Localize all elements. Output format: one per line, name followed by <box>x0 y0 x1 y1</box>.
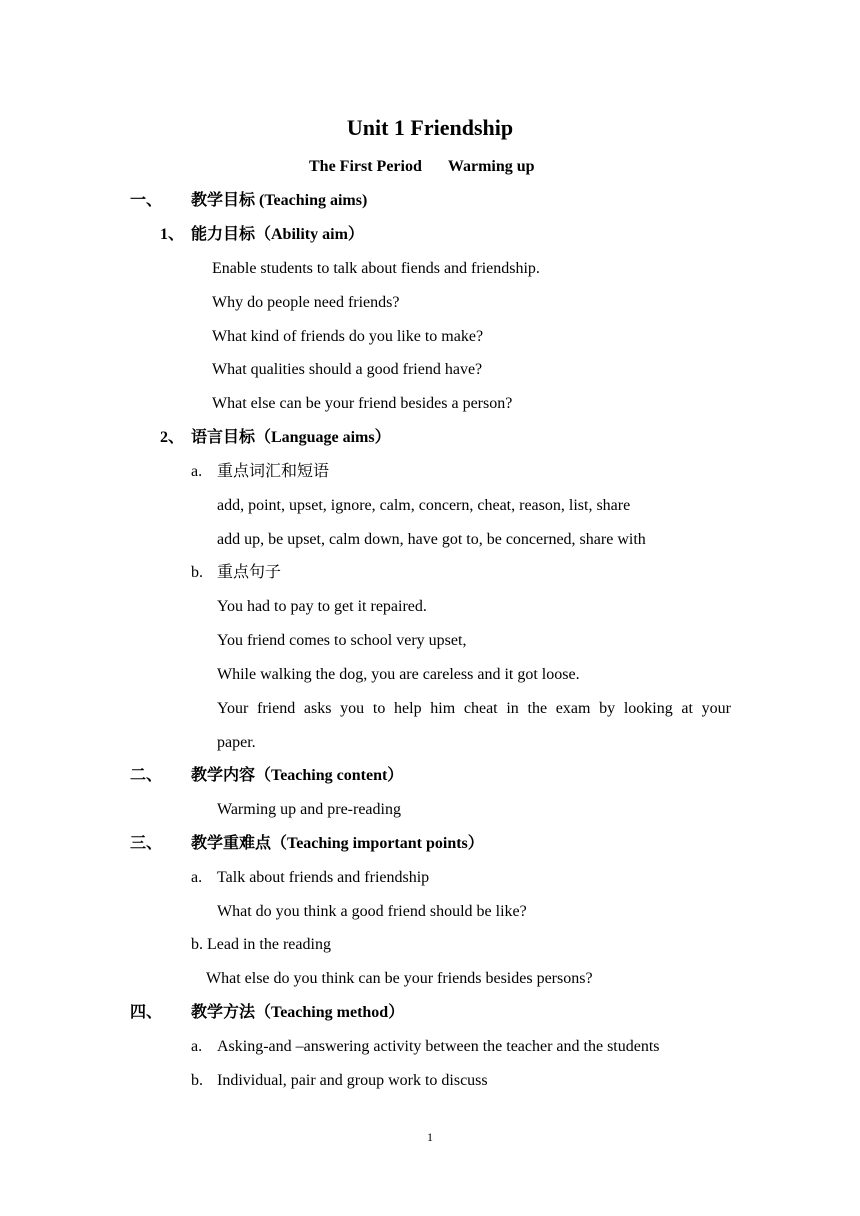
section-3-heading: 教学重难点（Teaching important points） <box>191 835 484 852</box>
ability-line: Why do people need friends? <box>212 294 400 311</box>
section-4-number: 四、 <box>130 1004 163 1021</box>
section-3-number: 三、 <box>130 835 163 852</box>
vocab-line: add, point, upset, ignore, calm, concern, cheat, reason, list, share <box>217 497 631 514</box>
page-number: 1 <box>427 1130 433 1144</box>
sentence-marker: b. <box>191 564 203 581</box>
language-number: 2、 <box>160 429 185 446</box>
ability-heading: 能力目标（Ability aim） <box>191 226 364 243</box>
period-label: The First Period <box>309 158 422 175</box>
section-2-heading: 教学内容（Teaching content） <box>191 767 404 784</box>
vocab-label: 重点词汇和短语 <box>217 463 330 480</box>
point-a-subline: What do you think a good friend should be like? <box>217 903 527 920</box>
language-heading: 语言目标（Language aims） <box>191 429 391 446</box>
point-b-text: b. Lead in the reading <box>191 936 331 953</box>
method-b-marker: b. <box>191 1072 203 1089</box>
ability-number: 1、 <box>160 226 185 243</box>
sentence-line: paper. <box>217 734 256 751</box>
section-2-number: 二、 <box>130 767 163 784</box>
point-a-text: Talk about friends and friendship <box>217 869 430 886</box>
sentence-line: You friend comes to school very upset, <box>217 632 467 649</box>
sentence-line: While walking the dog, you are careless and it got loose. <box>217 666 580 683</box>
point-b-subline: What else do you think can be your friends besides persons? <box>206 970 593 987</box>
method-b-text: Individual, pair and group work to discuss <box>217 1072 488 1089</box>
content-line: Warming up and pre-reading <box>217 801 401 818</box>
point-a-marker: a. <box>191 869 203 886</box>
ability-line: Enable students to talk about fiends and friendship. <box>212 260 540 277</box>
period-subtitle <box>309 157 535 177</box>
ability-line: What kind of friends do you like to make? <box>212 328 484 345</box>
sentence-line-justified: Your friend asks you to help him cheat in the exam by looking at your <box>217 700 731 717</box>
section-1-heading: 教学目标 (Teaching aims) <box>191 192 368 209</box>
section-1-number: 一、 <box>130 192 163 209</box>
method-a-marker: a. <box>191 1038 203 1055</box>
sentence-line: You had to pay to get it repaired. <box>217 598 427 615</box>
sentence-label: 重点句子 <box>217 564 282 581</box>
topic-label: Warming up <box>447 158 535 175</box>
ability-line: What else can be your friend besides a person? <box>212 395 513 412</box>
section-4-heading: 教学方法（Teaching method） <box>191 1004 405 1021</box>
page-title: Unit 1 Friendship <box>346 115 514 140</box>
ability-line: What qualities should a good friend have? <box>212 361 483 378</box>
vocab-line: add up, be upset, calm down, have got to, be concerned, share with <box>217 531 646 548</box>
method-a-text: Asking-and –answering activity between the teacher and the students <box>217 1038 660 1055</box>
vocab-marker: a. <box>191 463 203 480</box>
